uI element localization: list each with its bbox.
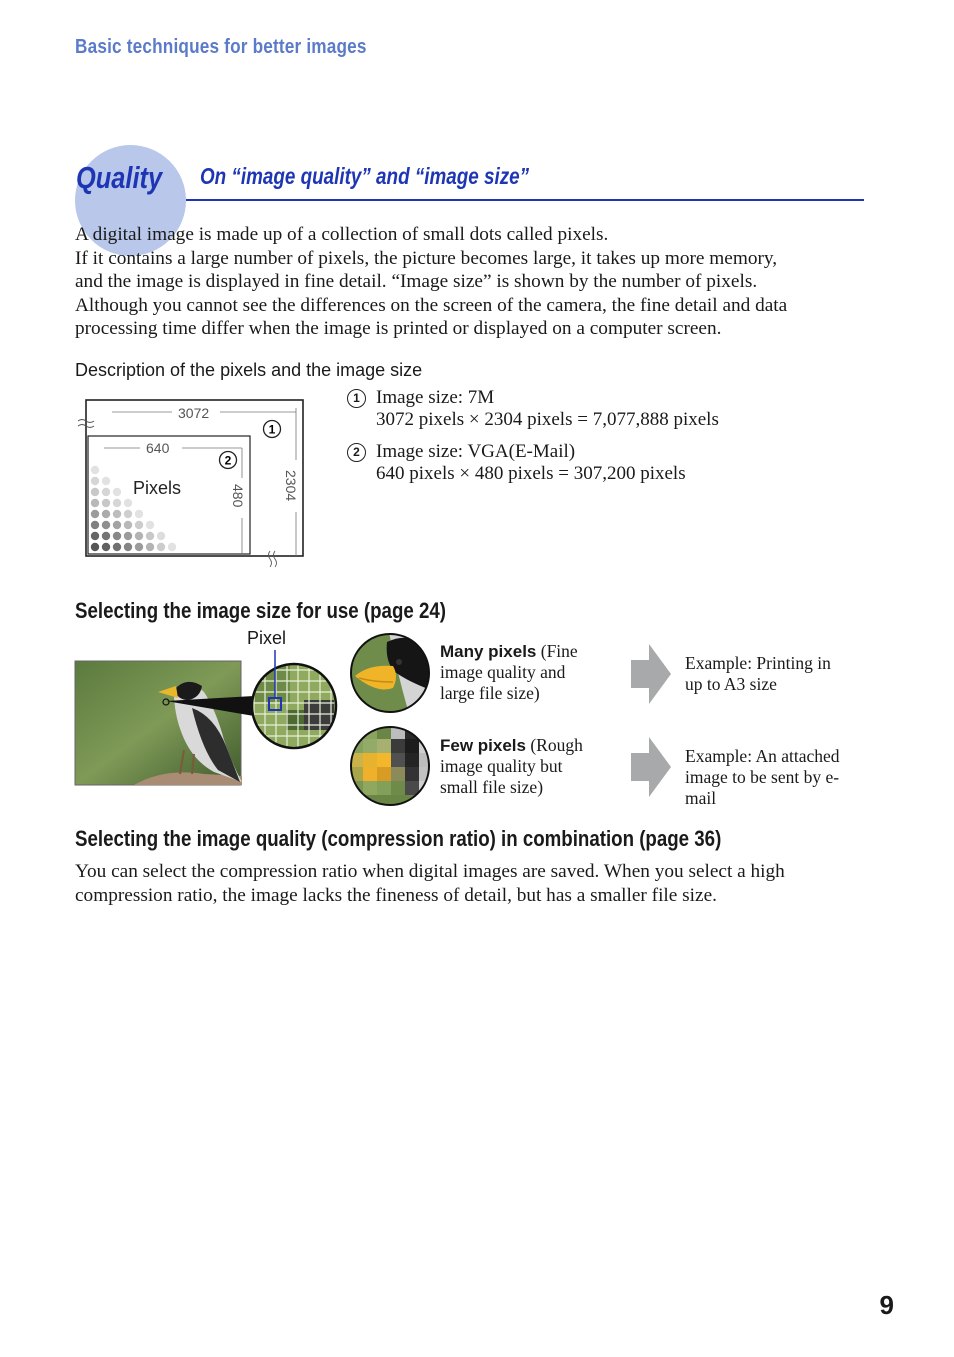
few-pixels-title: Few pixels [440, 736, 526, 755]
many-pixels-sample [349, 632, 431, 714]
spec-item-1 [376, 387, 719, 431]
width-large-label: 3072 [178, 405, 210, 421]
spec-marker-1-icon: 1 [347, 389, 366, 408]
intro-line: If it contains a large number of pixels, the picture becomes large, it takes up more memory, [75, 247, 778, 269]
svg-text:1: 1 [268, 422, 276, 437]
few-pixels-sample [349, 725, 431, 807]
arrow-right-icon [631, 644, 671, 704]
height-large-label: 2304 [283, 470, 299, 502]
few-pixels-description: Few pixels (Rough image quality but small file size) [440, 735, 583, 797]
many-pixels-description: Many pixels (Fine image quality and large file size) [440, 641, 578, 703]
width-small-label: 640 [146, 440, 170, 456]
pixels-label: Pixels [133, 478, 182, 498]
page-title: On “image quality” and “image size” [200, 163, 530, 189]
example-many-pixels: Example: Printing in up to A3 size [685, 653, 831, 694]
spec-marker-2-icon: 2 [347, 443, 366, 462]
spec-1-size: Image size: 7M [376, 387, 495, 408]
example-few-pixels: Example: An attached image to be sent by e- mail [685, 746, 840, 808]
section-heading-image-quality: Selecting the image quality (compression ratio) in combination (page 36) [75, 826, 722, 851]
title-rule [186, 199, 864, 201]
pixel-label: Pixel [247, 628, 287, 648]
spec-item-2 [376, 441, 686, 485]
section-heading-image-size: Selecting the image size for use (page 24) [75, 598, 446, 623]
section-header-link[interactable]: Basic techniques for better images [75, 36, 367, 58]
page-number: 9 [879, 1290, 894, 1320]
quality-badge-label: Quality [76, 160, 163, 195]
spec-2-size: Image size: VGA(E-Mail) [376, 441, 576, 462]
intro-line: and the image is displayed in fine detail. “Image size” is shown by the number of pixels. [75, 271, 758, 293]
intro-line: A digital image is made up of a collection of small dots called pixels. [75, 224, 609, 245]
height-small-label: 480 [230, 484, 246, 508]
intro-line: processing time differ when the image is printed or displayed on a computer screen. [75, 318, 722, 340]
diagram-caption: Description of the pixels and the image size [75, 360, 423, 380]
intro-line: Although you cannot see the differences on the screen of the camera, the fine detail and data [75, 294, 788, 316]
quality-paragraph: You can select the compression ratio when digital images are saved. When you select a high compression ratio, the image lacks the fineness of detail, but has a smaller file size. [75, 861, 785, 906]
bird-photo-illustration [74, 650, 342, 790]
svg-text:2: 2 [224, 453, 232, 468]
many-pixels-title: Many pixels [440, 642, 537, 661]
arrow-right-icon [631, 737, 671, 797]
spec-1-pixels: 3072 pixels × 2304 pixels = 7,077,888 pixels [376, 409, 719, 430]
intro-paragraph [75, 223, 865, 341]
pixel-size-diagram [74, 394, 310, 569]
spec-2-pixels: 640 pixels × 480 pixels = 307,200 pixels [376, 463, 686, 484]
